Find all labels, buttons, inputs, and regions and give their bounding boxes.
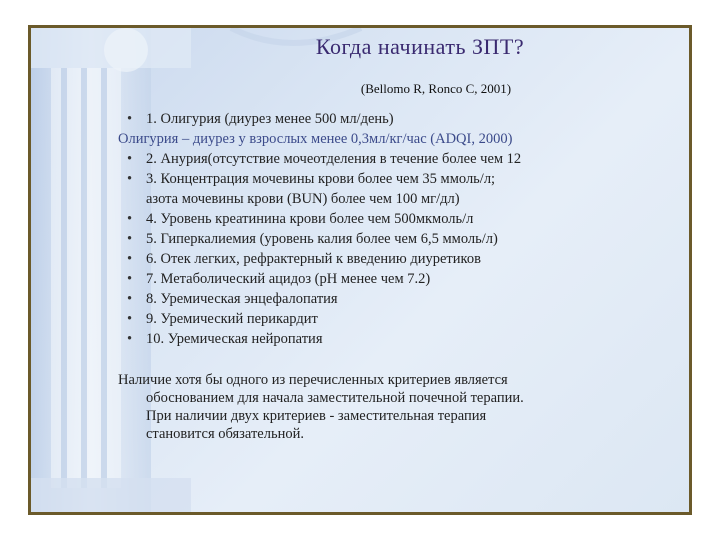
bullet-icon: • xyxy=(127,111,133,127)
bullet-icon: • xyxy=(127,151,133,167)
conclusion-line: При наличии двух критериев - заместительная терапия xyxy=(146,408,487,424)
list-item xyxy=(118,309,688,329)
item-text: 2. Анурия(отсутствие мочеотделения в течение более чем 12 xyxy=(146,151,522,167)
list-item xyxy=(118,289,688,309)
item-text: 5. Гиперкалиемия (уровень калия более чем 6,5 ммоль/л) xyxy=(146,231,498,247)
definition-text: Олигурия – диурез у взрослых менее 0,3мл/кг/час (ADQI, 2000) xyxy=(118,131,513,147)
criteria-list xyxy=(118,109,688,443)
conclusion-line: становится обязательной. xyxy=(146,426,304,442)
bullet-icon: • xyxy=(127,211,133,227)
bullet-icon: • xyxy=(127,311,133,327)
list-item xyxy=(118,149,688,169)
list-item xyxy=(118,229,688,249)
list-item xyxy=(118,109,688,129)
slide-frame xyxy=(28,25,692,515)
bullet-icon: • xyxy=(127,291,133,307)
definition-line xyxy=(118,129,688,149)
list-item xyxy=(118,209,688,229)
bullet-icon: • xyxy=(127,171,133,187)
item-text: 9. Уремический перикардит xyxy=(146,311,318,327)
bullet-icon: • xyxy=(127,271,133,287)
list-item-continuation xyxy=(118,189,688,209)
slide-title: Когда начинать ЗПТ? xyxy=(315,34,525,59)
item-text: 7. Метаболический ацидоз (pH менее чем 7.2) xyxy=(146,271,431,287)
item-text: 1. Олигурия (диурез менее 500 мл/день) xyxy=(146,111,394,127)
item-text: 3. Концентрация мочевины крови более чем 35 ммоль/л; xyxy=(146,171,496,187)
item-text: 8. Уремическая энцефалопатия xyxy=(146,291,338,307)
citation: (Bellomo R, Ronco C, 2001) xyxy=(360,81,512,96)
bullet-icon: • xyxy=(127,251,133,267)
bullet-icon: • xyxy=(127,231,133,247)
conclusion-line: обоснованием для начала заместительной почечной терапии. xyxy=(146,390,524,406)
conclusion-paragraph xyxy=(118,371,688,443)
conclusion-line: Наличие хотя бы одного из перечисленных критериев является xyxy=(118,372,508,388)
item-text: 10. Уремическая нейропатия xyxy=(146,331,323,347)
list-item xyxy=(118,249,688,269)
item-text: азота мочевины крови (BUN) более чем 100 мг/дл) xyxy=(146,191,460,207)
list-item xyxy=(118,329,688,349)
item-text: 6. Отек легких, рефрактерный к введению диуретиков xyxy=(146,251,481,267)
bullet-icon: • xyxy=(127,331,133,347)
item-text: 4. Уровень креатинина крови более чем 500мкмоль/л xyxy=(146,211,474,227)
list-item xyxy=(118,269,688,289)
list-item xyxy=(118,169,688,189)
